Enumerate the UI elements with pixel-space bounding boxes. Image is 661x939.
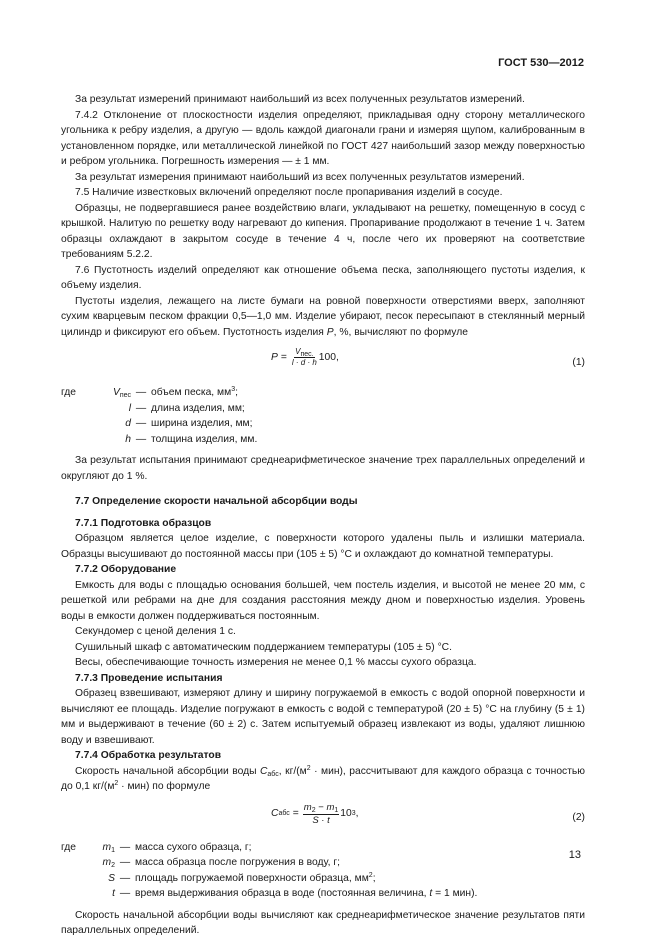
subsection-heading: 7.7.4 Обработка результатов [75, 750, 222, 761]
section-heading: 7.7 Определение скорости начальной абсорбции воды [75, 496, 358, 507]
where-list-2 [61, 840, 585, 902]
paragraph: Образцы, не подвергавшиеся ранее воздействию влаги, укладывают на решетку, помещенную в сосуд с крышкой. Налитую по решетку воду нагревают до кипения. Пропаривание продолжают в течение 1 ч. Затем образцы охлаждают в закрытом сосуде в течение 4 ч, после чего их проверяют на соответствие требованиям 5.2.2. [61, 202, 585, 260]
where-row: где $m_1$ — масса сухого образца, г; [61, 841, 252, 854]
where-row: t — время выдерживания образца в воде (постоянная величина, t = 1 мин). [112, 888, 478, 899]
paragraph: 7.6 Пустотность изделий определяют как отношение объема песка, заполняющего пустоты изделия, к объему изделия. [61, 264, 585, 291]
paragraph: Емкость для воды с площадью основания большей, чем постель изделия, и высотой не менее 20 мм, с решеткой или ребрами на дне для создания расстояния между дном и поверхностью изделия. Уровень воды в емкости должен поддерживаться постоянным. [61, 579, 585, 622]
paragraph: Образцом является целое изделие, с поверхности которого удалены пыль и излишки материала. Образцы высушивают до постоянной массы при (105 ± 5) °С и охлаждают до комнатной температуры. [61, 533, 585, 560]
paragraph: Секундомер с ценой деления 1 с. [75, 626, 236, 637]
paragraph: За результат измерений принимают наибольший из всех полученных результатов измерений. [75, 94, 525, 105]
formula-lhs: P [271, 351, 278, 363]
subsection-heading: 7.7.2 Оборудование [75, 564, 177, 575]
paragraph: За результат испытания принимают среднеарифметическое значение трех параллельных определений и округляют до 1 %. [61, 455, 585, 482]
where-list-1 [61, 385, 585, 447]
page-number: 13 [568, 849, 581, 861]
paragraph: За результат измерения принимают наибольший из всех полученных результатов измерений. [75, 171, 525, 183]
paragraph: Сушильный шкаф с автоматическим поддержанием температуры (105 ± 5) °С. [75, 641, 452, 653]
paragraph: 7.5 Наличие известковых включений определяют после пропаривания изделий в сосуде. [75, 187, 503, 198]
paragraph: Образец взвешивают, измеряют длину и ширину погружаемой в емкость с водой опорной поверхности и вычисляют ее площадь. Изделие погружают в емкость с водой с температурой (20 ± 5) °С на глубину (5 ± 1) мм и выдерживают в течение (60 ± 2) с. Затем испытуемый образец извлекают из воды, удаляют лишнюю воду и взвешивают. [61, 688, 585, 746]
formula-fraction: $\frac{V_{пес.}}{l \cdot d \cdot h}$ [291, 347, 317, 367]
formula-2: С абс = $\frac{m_2 - m_1}{S \cdot t}$ 10 3 , (2) [271, 801, 585, 826]
formula-1: P = $\frac{V_{пес.}}{l \cdot d \cdot h}$ 100, (1) [61, 345, 585, 379]
where-row: S — площадь погружаемой поверхности образца, $мм^2$; [108, 871, 376, 884]
paragraph: Весы, обеспечивающие точность измерения не менее 0,1 % массы сухого образца. [75, 657, 477, 668]
where-row: h — толщина изделия, мм. [125, 433, 258, 445]
paragraph: 7.4.2 Отклонение от плоскостности изделия определяют, прикладывая одну сторону металлического угольника к ребру изделия, а другую — вдоль каждой диагонали грани и измеряя щупом, калиброванным в установленном порядке, или металлической линейкой по ГОСТ 427 наибольший зазор между поверхностью и ребром угольника. Погрешность измерения — ± 1 мм. [61, 109, 585, 167]
paragraph: Скорость начальной абсорбции воды вычисляют как среднеарифметическое значение результатов пяти параллельных определений. [61, 909, 585, 936]
subsection-heading: 7.7.3 Проведение испытания [75, 672, 223, 684]
page-header-standard: ГОСТ 530—2012 [498, 57, 584, 69]
document-body [61, 92, 585, 939]
formula-number: (2) [572, 811, 585, 823]
where-row: $m_2$ — масса образца после погружения в воду, г; [102, 857, 340, 869]
where-row: l — длина изделия, мм; [128, 402, 245, 414]
formula-number: (1) [572, 357, 585, 368]
paragraph: Пустоты изделия, лежащего на листе бумаги на ровной поверхности отверстиями вверх, заполняют сухим кварцевым песком фракции 0,5—1,0 мм. Изделие убирают, песок пересыпают в стеклянный мерный цилиндр и фиксируют его объем. Пустотность изделия P, %, вычисляют по формуле [61, 295, 585, 338]
subsection-heading: 7.7.1 Подготовка образцов [75, 517, 212, 529]
paragraph: Скорость начальной абсорбции воды $С_{абс}$, $кг/(м^2 \cdot мин)$, рассчитывают для каждого образца с точностью до 0,1 $кг/(м^2 \cdot мин)$ по формуле [61, 764, 586, 792]
where-row: где $V_{пес}$ — объем песка, $мм^3$; [61, 386, 238, 399]
formula-lhs: С [271, 808, 279, 820]
formula-fraction: $\frac{m_2 - m_1}{S \cdot t}$ [303, 801, 339, 826]
where-row: d — ширина изделия, мм; [125, 418, 253, 429]
